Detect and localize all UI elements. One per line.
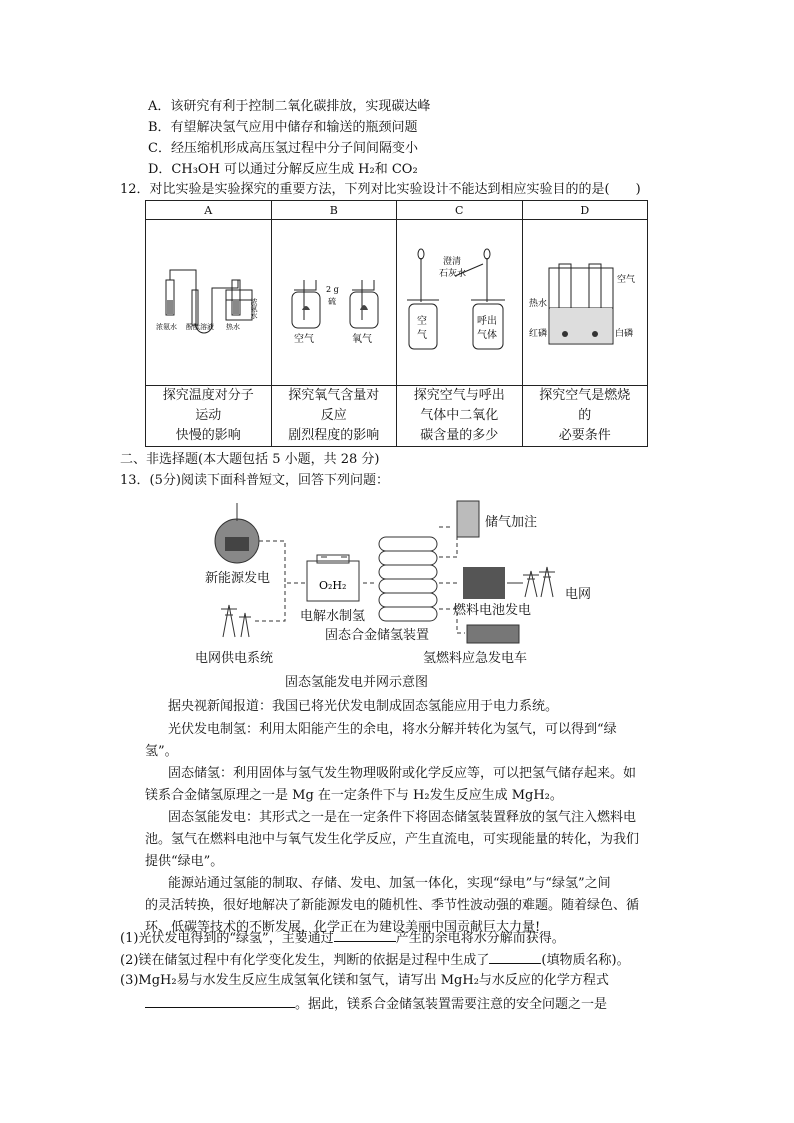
paragraph-4a: 固态氢能发电：其形式之一是在一定条件下将固态储氢装置释放的氢气注入燃料电 xyxy=(168,810,637,825)
apparatus-b xyxy=(271,220,397,386)
header-d: D xyxy=(522,201,648,220)
label-d-hotwater: 热水 xyxy=(528,299,547,310)
limewater-diagram xyxy=(399,220,519,380)
label-red-phosphorus: 红磷 xyxy=(528,329,547,340)
question-13: 13．(5分)阅读下面科普短文，回答下列问题： xyxy=(120,473,389,488)
answer-blank-1[interactable] xyxy=(334,927,396,942)
label-d-air: 空气 xyxy=(616,275,635,286)
label-electrolysis: 电解水制氢 xyxy=(300,609,366,624)
label-fuel-cell: 燃料电池发电 xyxy=(453,603,532,618)
paragraph-4c: 提供“绿电”。 xyxy=(145,854,224,869)
caption-d: 探究空气是燃烧 的 必要条件 xyxy=(522,385,648,446)
label-phenolphthalein: 酚酞溶液 xyxy=(186,323,215,332)
label-o2h2: O₂H₂ xyxy=(319,579,347,592)
subq-2: (2)镁在储氢过程中有化学变化发生，判断的依据是过程中生成了 (填物质名称)。 xyxy=(120,949,630,971)
label-limewater-2: 石灰水 xyxy=(439,269,467,280)
paragraph-3b: 镁系合金储氢原理之一是 Mg 在一定条件下与 H₂发生反应生成 MgH₂。 xyxy=(145,788,563,803)
caption-c: 探究空气与呼出 气体中二氧化 碳含量的多少 xyxy=(397,385,523,446)
paragraph-5a: 能源站通过氢能的制取、存储、发电、加氢一体化，实现“绿电”与“绿氢”之间 xyxy=(168,876,611,891)
label-exhaled-1: 呼出 xyxy=(477,316,498,328)
sulfur-burning-diagram xyxy=(274,220,394,380)
u-tube-diagram xyxy=(148,220,268,380)
label-hot-water: 热水 xyxy=(226,323,241,332)
diagram-caption: 固态氢能发电并网示意图 xyxy=(285,675,429,690)
paragraph-5b: 的灵活转换，很好地解决了新能源发电的随机性、季节性波动强的难题。随着绿色、循 xyxy=(145,898,640,913)
hydrogen-power-diagram xyxy=(195,497,615,697)
label-emergency-truck: 氢燃料应急发电车 xyxy=(423,651,528,666)
label-refuel: 储气加注 xyxy=(485,515,538,530)
apparatus-d xyxy=(522,220,648,386)
option-d: D．CH₃OH 可以通过分解反应生成 H₂和 CO₂ xyxy=(148,162,418,177)
answer-blank-2[interactable] xyxy=(489,949,541,964)
paragraph-4b: 池。氢气在燃料电池中与氧气发生化学反应，产生直流电，可实现能量的转化，为我们 xyxy=(145,832,640,847)
subq-3-cont: 。据此，镁系合金储氢装置需要注意的安全问题之一是 xyxy=(145,993,607,1015)
paragraph-2b: 氢”。 xyxy=(145,744,178,759)
label-sulfur: 硫 xyxy=(327,297,336,307)
label-exhaled-2: 气体 xyxy=(477,330,498,342)
label-oxygen: 氧气 xyxy=(351,334,372,346)
experiment-table xyxy=(145,200,648,447)
label-storage-device: 固态合金储氢装置 xyxy=(325,628,430,643)
option-c: C．经压缩机形成高压氢过程中分子间间隔变小 xyxy=(148,141,418,156)
caption-a: 探究温度对分子 运动 快慢的影响 xyxy=(146,385,272,446)
label-air: 空气 xyxy=(293,334,314,346)
label-grid-supply: 电网供电系统 xyxy=(195,651,274,666)
paragraph-5c: 环、低碳等技术的不断发展，化学正在为建设美丽中国贡献巨大力量! xyxy=(145,920,541,935)
caption-b: 探究氧气含量对 反应 剧烈程度的影响 xyxy=(271,385,397,446)
apparatus-c xyxy=(397,220,523,386)
label-white-phosphorus: 白磷 xyxy=(614,329,633,340)
header-c: C xyxy=(397,201,523,220)
header-b: B xyxy=(271,201,397,220)
apparatus-a xyxy=(146,220,272,386)
label-conc-ammonia: 浓氨水 xyxy=(156,323,178,332)
option-a: A．该研究有利于控制二氧化碳排放，实现碳达峰 xyxy=(148,99,431,114)
label-c-air-2: 气 xyxy=(417,330,428,342)
label-new-energy: 新能源发电 xyxy=(205,571,271,586)
label-right: 浓氨水 xyxy=(250,298,259,320)
label-c-air-1: 空 xyxy=(417,316,428,328)
label-grid: 电网 xyxy=(565,587,592,602)
option-b: B．有望解决氢气应用中储存和输送的瓶颈问题 xyxy=(148,120,418,135)
label-2g: 2 g xyxy=(325,285,339,295)
section-2-heading: 二、非选择题(本大题包括 5 小题，共 28 分) xyxy=(120,452,380,467)
label-limewater-1: 澄清 xyxy=(443,257,462,268)
paragraph-3a: 固态储氢：利用固体与氢气发生物理吸附或化学反应等，可以把氢气储存起来。如 xyxy=(168,766,637,781)
answer-blank-3[interactable] xyxy=(145,993,295,1008)
combustion-diagram xyxy=(525,220,645,380)
question-12: 12．对比实验是实验探究的重要方法，下列对比实验设计不能达到相应实验目的的是( ) xyxy=(120,182,641,197)
subq-1: (1)光伏发电得到的“绿氢”，主要通过 产生的余电将水分解而获得。 xyxy=(120,927,565,949)
paragraph-2a: 光伏发电制氢：利用太阳能产生的余电，将水分解并转化为氢气，可以得到“绿 xyxy=(168,722,617,737)
paragraph-1: 据央视新闻报道：我国已将光伏发电制成固态氢能应用于电力系统。 xyxy=(168,699,559,714)
header-a: A xyxy=(146,201,272,220)
subq-3: (3)MgH₂易与水发生反应生成氢氧化镁和氢气，请写出 MgH₂与水反应的化学方程式 xyxy=(120,973,609,988)
